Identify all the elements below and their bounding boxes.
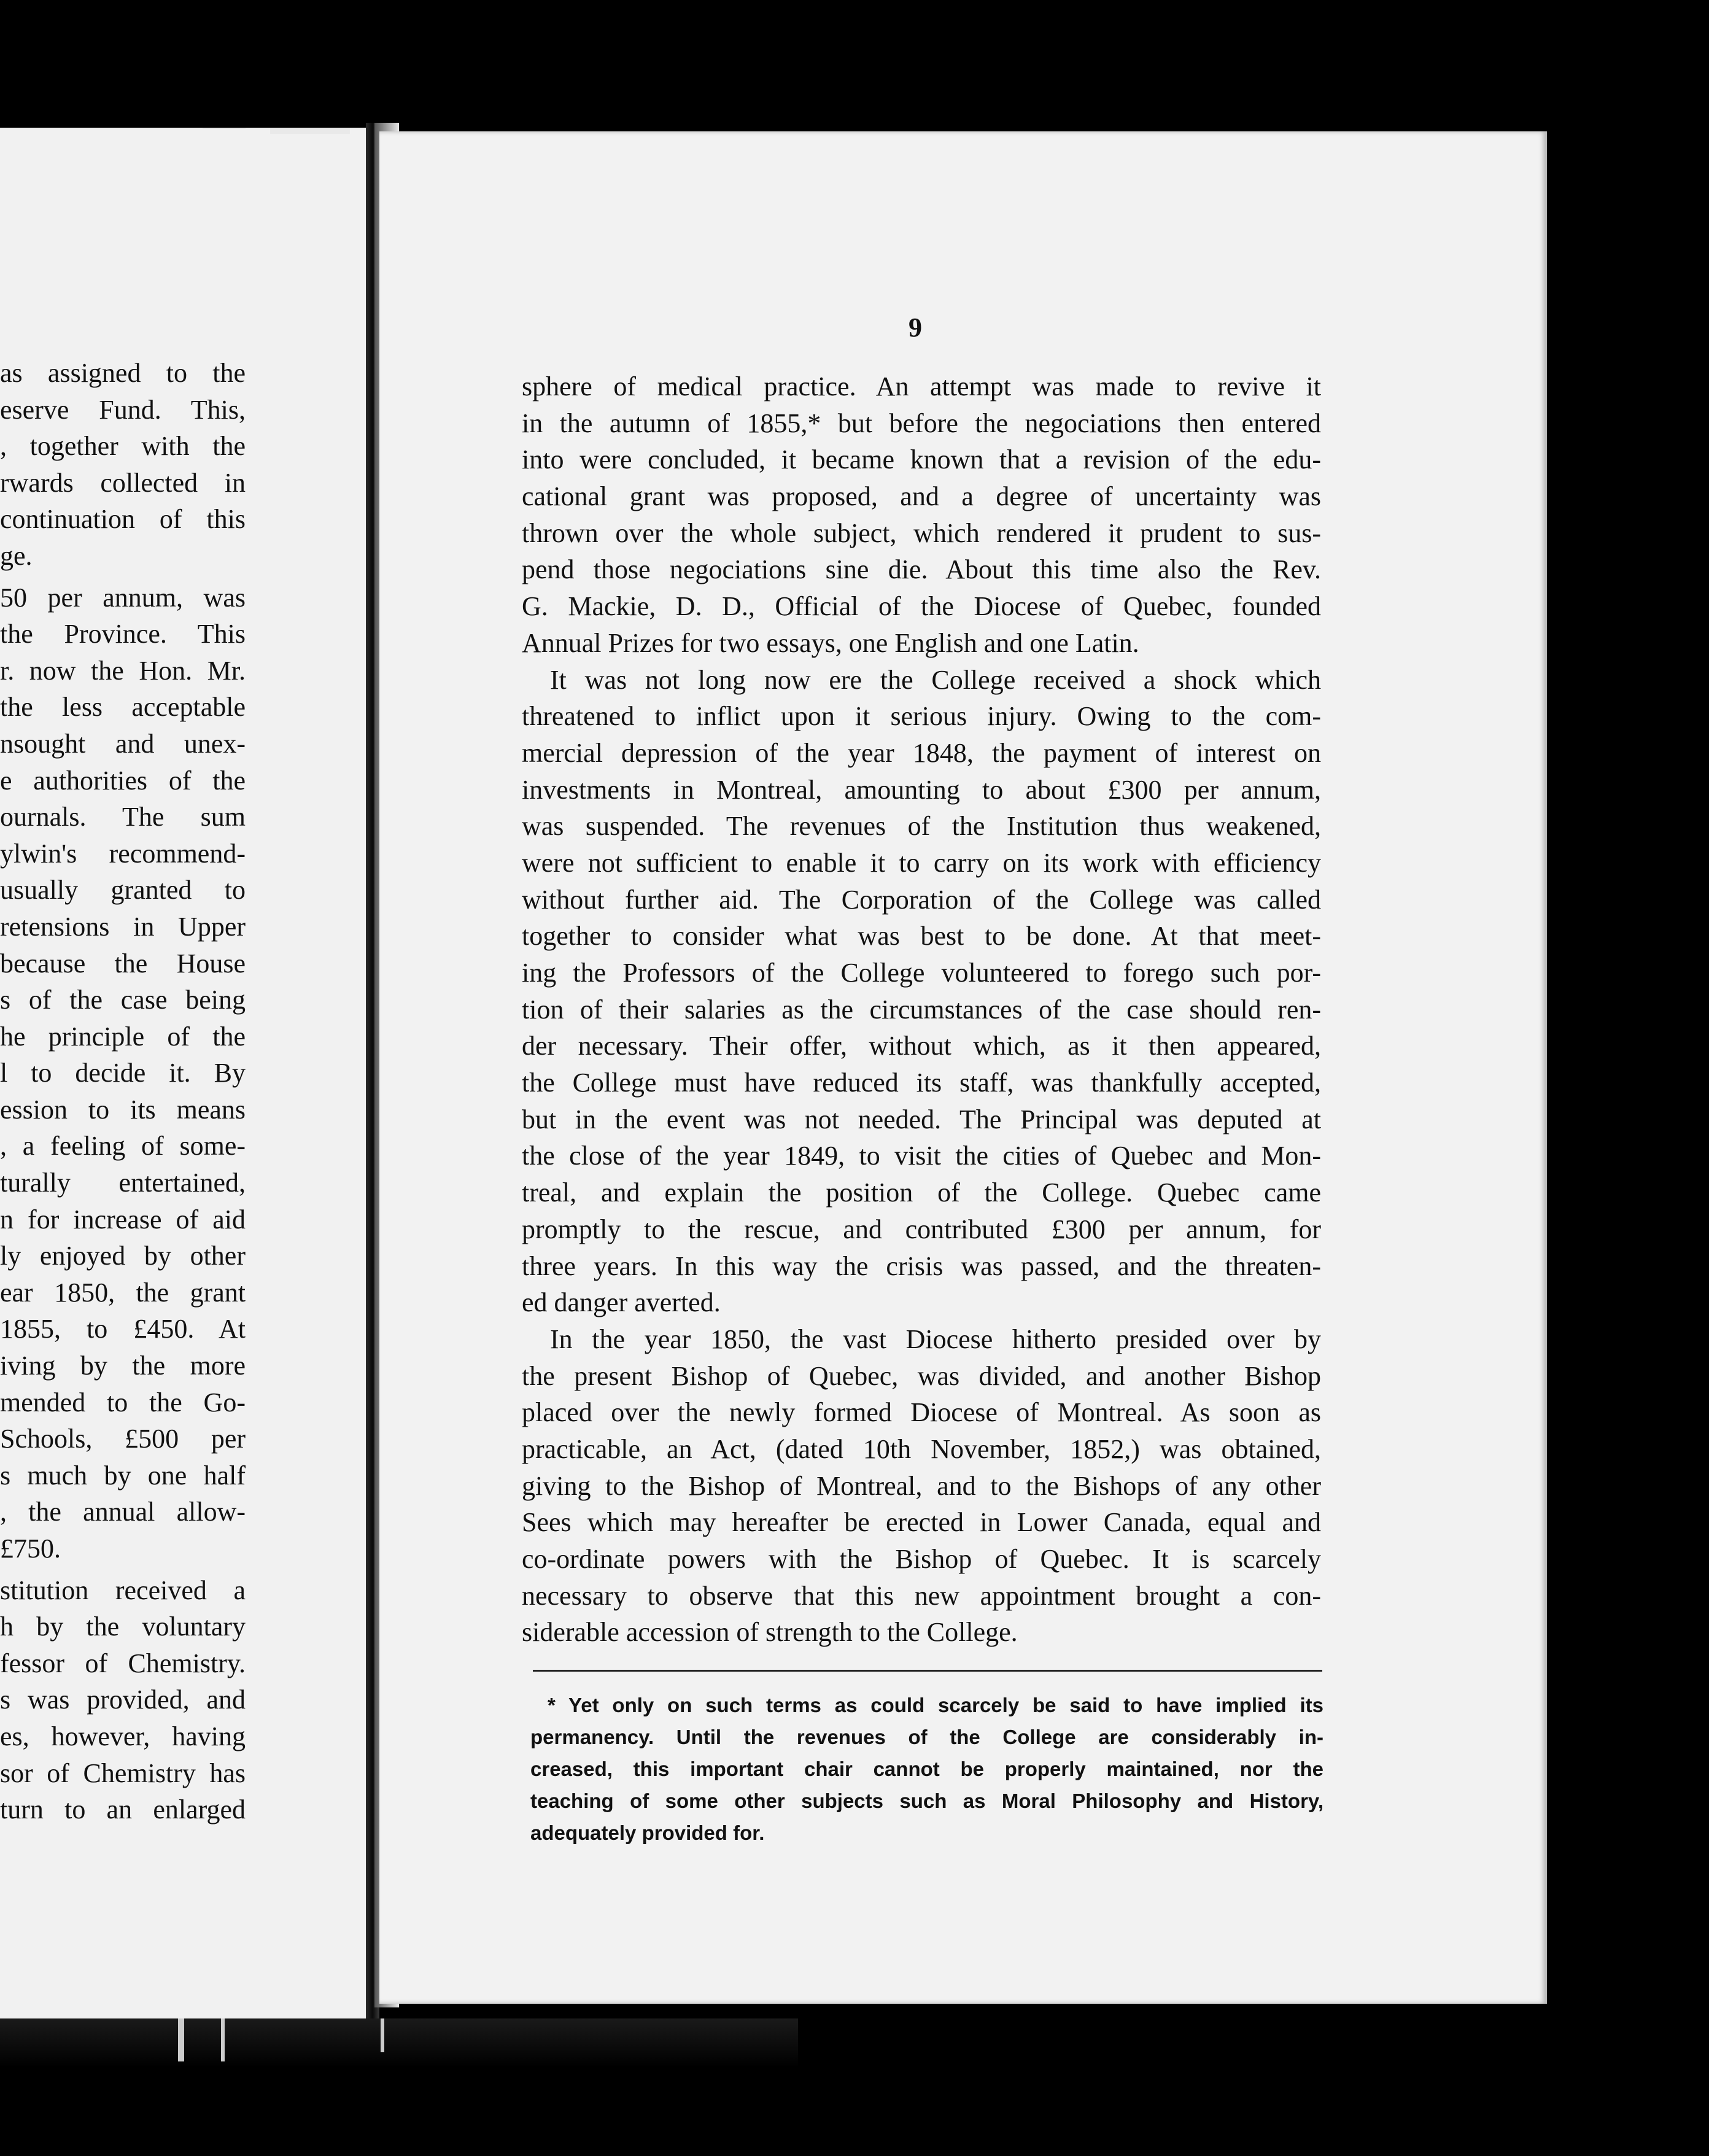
text-line: * Yet only on such terms as could scarcely be said to have implied its — [548, 1694, 1323, 1716]
text-line: three years. In this way the crisis was passed, and the threaten- — [522, 1251, 1321, 1281]
text-line: ge. — [0, 540, 33, 571]
text-line: der necessary. Their offer, without which, as it then appeared, — [522, 1031, 1321, 1061]
text-line: ed danger averted. — [522, 1287, 721, 1318]
text-line: sphere of medical practice. An attempt was made to revive it — [522, 371, 1321, 401]
text-line: stitution received a — [0, 1575, 246, 1605]
text-line: turn to an enlarged — [0, 1794, 246, 1825]
text-line: ing the Professors of the College volunteered to forego such por- — [522, 958, 1321, 988]
text-line: es, however, having — [0, 1721, 246, 1751]
text-line: s was provided, and — [0, 1685, 246, 1715]
text-line: in the autumn of 1855,* but before the negociations then entered — [522, 408, 1321, 438]
page-tab — [270, 128, 350, 134]
text-line: iving by the more — [0, 1351, 246, 1381]
text-line: mended to the Go- — [0, 1387, 246, 1417]
text-line: mercial depression of the year 1848, the payment of interest on — [522, 737, 1321, 768]
text-line: were not sufficient to enable it to carry on its work with efficiency — [522, 847, 1321, 878]
text-line: investments in Montreal, amounting to about £300 per annum, — [522, 774, 1321, 805]
text-line: as assigned to the — [0, 358, 246, 388]
text-line: 50 per annum, was — [0, 582, 246, 613]
text-line: Schools, £500 per — [0, 1424, 246, 1454]
text-line: eserve Fund. This, — [0, 394, 246, 425]
text-line: but in the event was not needed. The Principal was deputed at — [522, 1104, 1321, 1134]
text-line: Sees which may hereafter be erected in Lower Canada, equal and — [522, 1507, 1321, 1538]
text-line: permanency. Until the revenues of the College are considerably in- — [530, 1726, 1323, 1748]
body-text — [522, 368, 1321, 1651]
text-line: ly enjoyed by other — [0, 1241, 246, 1271]
text-line: creased, this important chair cannot be properly maintained, nor the — [530, 1758, 1323, 1780]
text-line: G. Mackie, D. D., Official of the Diocese of Quebec, founded — [522, 591, 1321, 622]
text-line: adequately provided for. — [530, 1821, 765, 1844]
text-line: threatened to inflict upon it serious injury. Owing to the com- — [522, 701, 1321, 732]
text-line: , together with the — [0, 431, 246, 462]
text-line: In the year 1850, the vast Diocese hitherto presided over by — [550, 1324, 1321, 1354]
text-line: pend those negociations sine die. About this time also the Rev. — [522, 554, 1321, 585]
text-line: £750. — [0, 1534, 61, 1564]
paragraph — [522, 368, 1321, 662]
paragraph — [522, 662, 1321, 1321]
text-line: e authorities of the — [0, 765, 246, 796]
text-line: the Province. This — [0, 619, 246, 650]
text-line: cational grant was proposed, and a degree of uncertainty was — [522, 481, 1321, 512]
text-line: thrown over the whole subject, which rendered it prudent to sus- — [522, 518, 1321, 548]
text-line: Annual Prizes for two essays, one English and one Latin. — [522, 627, 1139, 658]
text-line: It was not long now ere the College received a shock which — [550, 664, 1321, 695]
text-line: continuation of this — [0, 504, 246, 535]
text-line: giving to the Bishop of Montreal, and to the Bishops of any other — [522, 1470, 1321, 1501]
text-line: co-ordinate powers with the Bishop of Quebec. It is scarcely — [522, 1544, 1321, 1574]
text-line: nsought and unex- — [0, 728, 246, 759]
text-line: without further aid. The Corporation of the College was called — [522, 884, 1321, 915]
text-line: practicable, an Act, (dated 10th November, 1852,) was obtained, — [522, 1433, 1321, 1464]
text-line: s of the case being — [0, 985, 246, 1015]
text-line: the close of the year 1849, to visit the cities of Quebec and Mon- — [522, 1141, 1321, 1171]
text-line: the present Bishop of Quebec, was divided, and another Bishop — [522, 1360, 1321, 1391]
paragraph — [522, 1321, 1321, 1651]
text-line: was suspended. The revenues of the Institution thus weakened, — [522, 811, 1321, 842]
text-line: placed over the newly formed Diocese of Montreal. As soon as — [522, 1397, 1321, 1428]
left-page-text — [0, 355, 246, 1828]
text-line: ession to its means — [0, 1094, 246, 1125]
text-line: promptly to the rescue, and contributed £300 per annum, for — [522, 1214, 1321, 1244]
text-line: ylwin's recommend- — [0, 838, 246, 869]
text-line: the less acceptable — [0, 692, 246, 723]
text-line: turally entertained, — [0, 1168, 246, 1198]
text-line: h by the voluntary — [0, 1611, 246, 1642]
text-line: treal, and explain the position of the College. Quebec came — [522, 1177, 1321, 1208]
text-line: l to decide it. By — [0, 1058, 246, 1088]
page-edge — [381, 2018, 384, 2052]
text-line: tion of their salaries as the circumstances of the case should ren- — [522, 994, 1321, 1025]
text-line: rwards collected in — [0, 467, 246, 498]
text-line: , a feeling of some- — [0, 1131, 246, 1161]
text-line: because the House — [0, 948, 246, 979]
text-line: , the annual allow- — [0, 1497, 246, 1527]
text-line: ear 1850, the grant — [0, 1277, 246, 1308]
text-line: siderable accession of strength to the College. — [522, 1617, 1018, 1648]
page-edge-strip — [0, 2018, 798, 2068]
text-line: teaching of some other subjects such as Moral Philosophy and History, — [530, 1790, 1323, 1812]
page-edge — [221, 2018, 225, 2061]
text-line: usually granted to — [0, 875, 246, 905]
text-line: 1855, to £450. At — [0, 1314, 246, 1344]
text-line: n for increase of aid — [0, 1204, 246, 1235]
text-line: s much by one half — [0, 1460, 246, 1491]
footnote-rule — [533, 1670, 1322, 1672]
text-line: ournals. The sum — [0, 802, 246, 832]
footnote — [530, 1689, 1323, 1849]
page-number: 9 — [909, 312, 922, 343]
text-line: into were concluded, it became known that a revision of the edu- — [522, 444, 1321, 475]
text-line: sor of Chemistry has — [0, 1758, 246, 1788]
text-line: he principle of the — [0, 1021, 246, 1052]
text-line: r. now the Hon. Mr. — [0, 655, 246, 686]
text-line: necessary to observe that this new appointment brought a con- — [522, 1580, 1321, 1611]
page-edge — [178, 2018, 184, 2061]
text-line: fessor of Chemistry. — [0, 1648, 246, 1678]
left-page — [0, 128, 372, 2022]
text-line: the College must have reduced its staff, was thankfully accepted, — [522, 1068, 1321, 1098]
text-line: retensions in Upper — [0, 911, 246, 942]
page-tab — [203, 128, 246, 129]
text-line: together to consider what was best to be done. At that meet- — [522, 921, 1321, 952]
